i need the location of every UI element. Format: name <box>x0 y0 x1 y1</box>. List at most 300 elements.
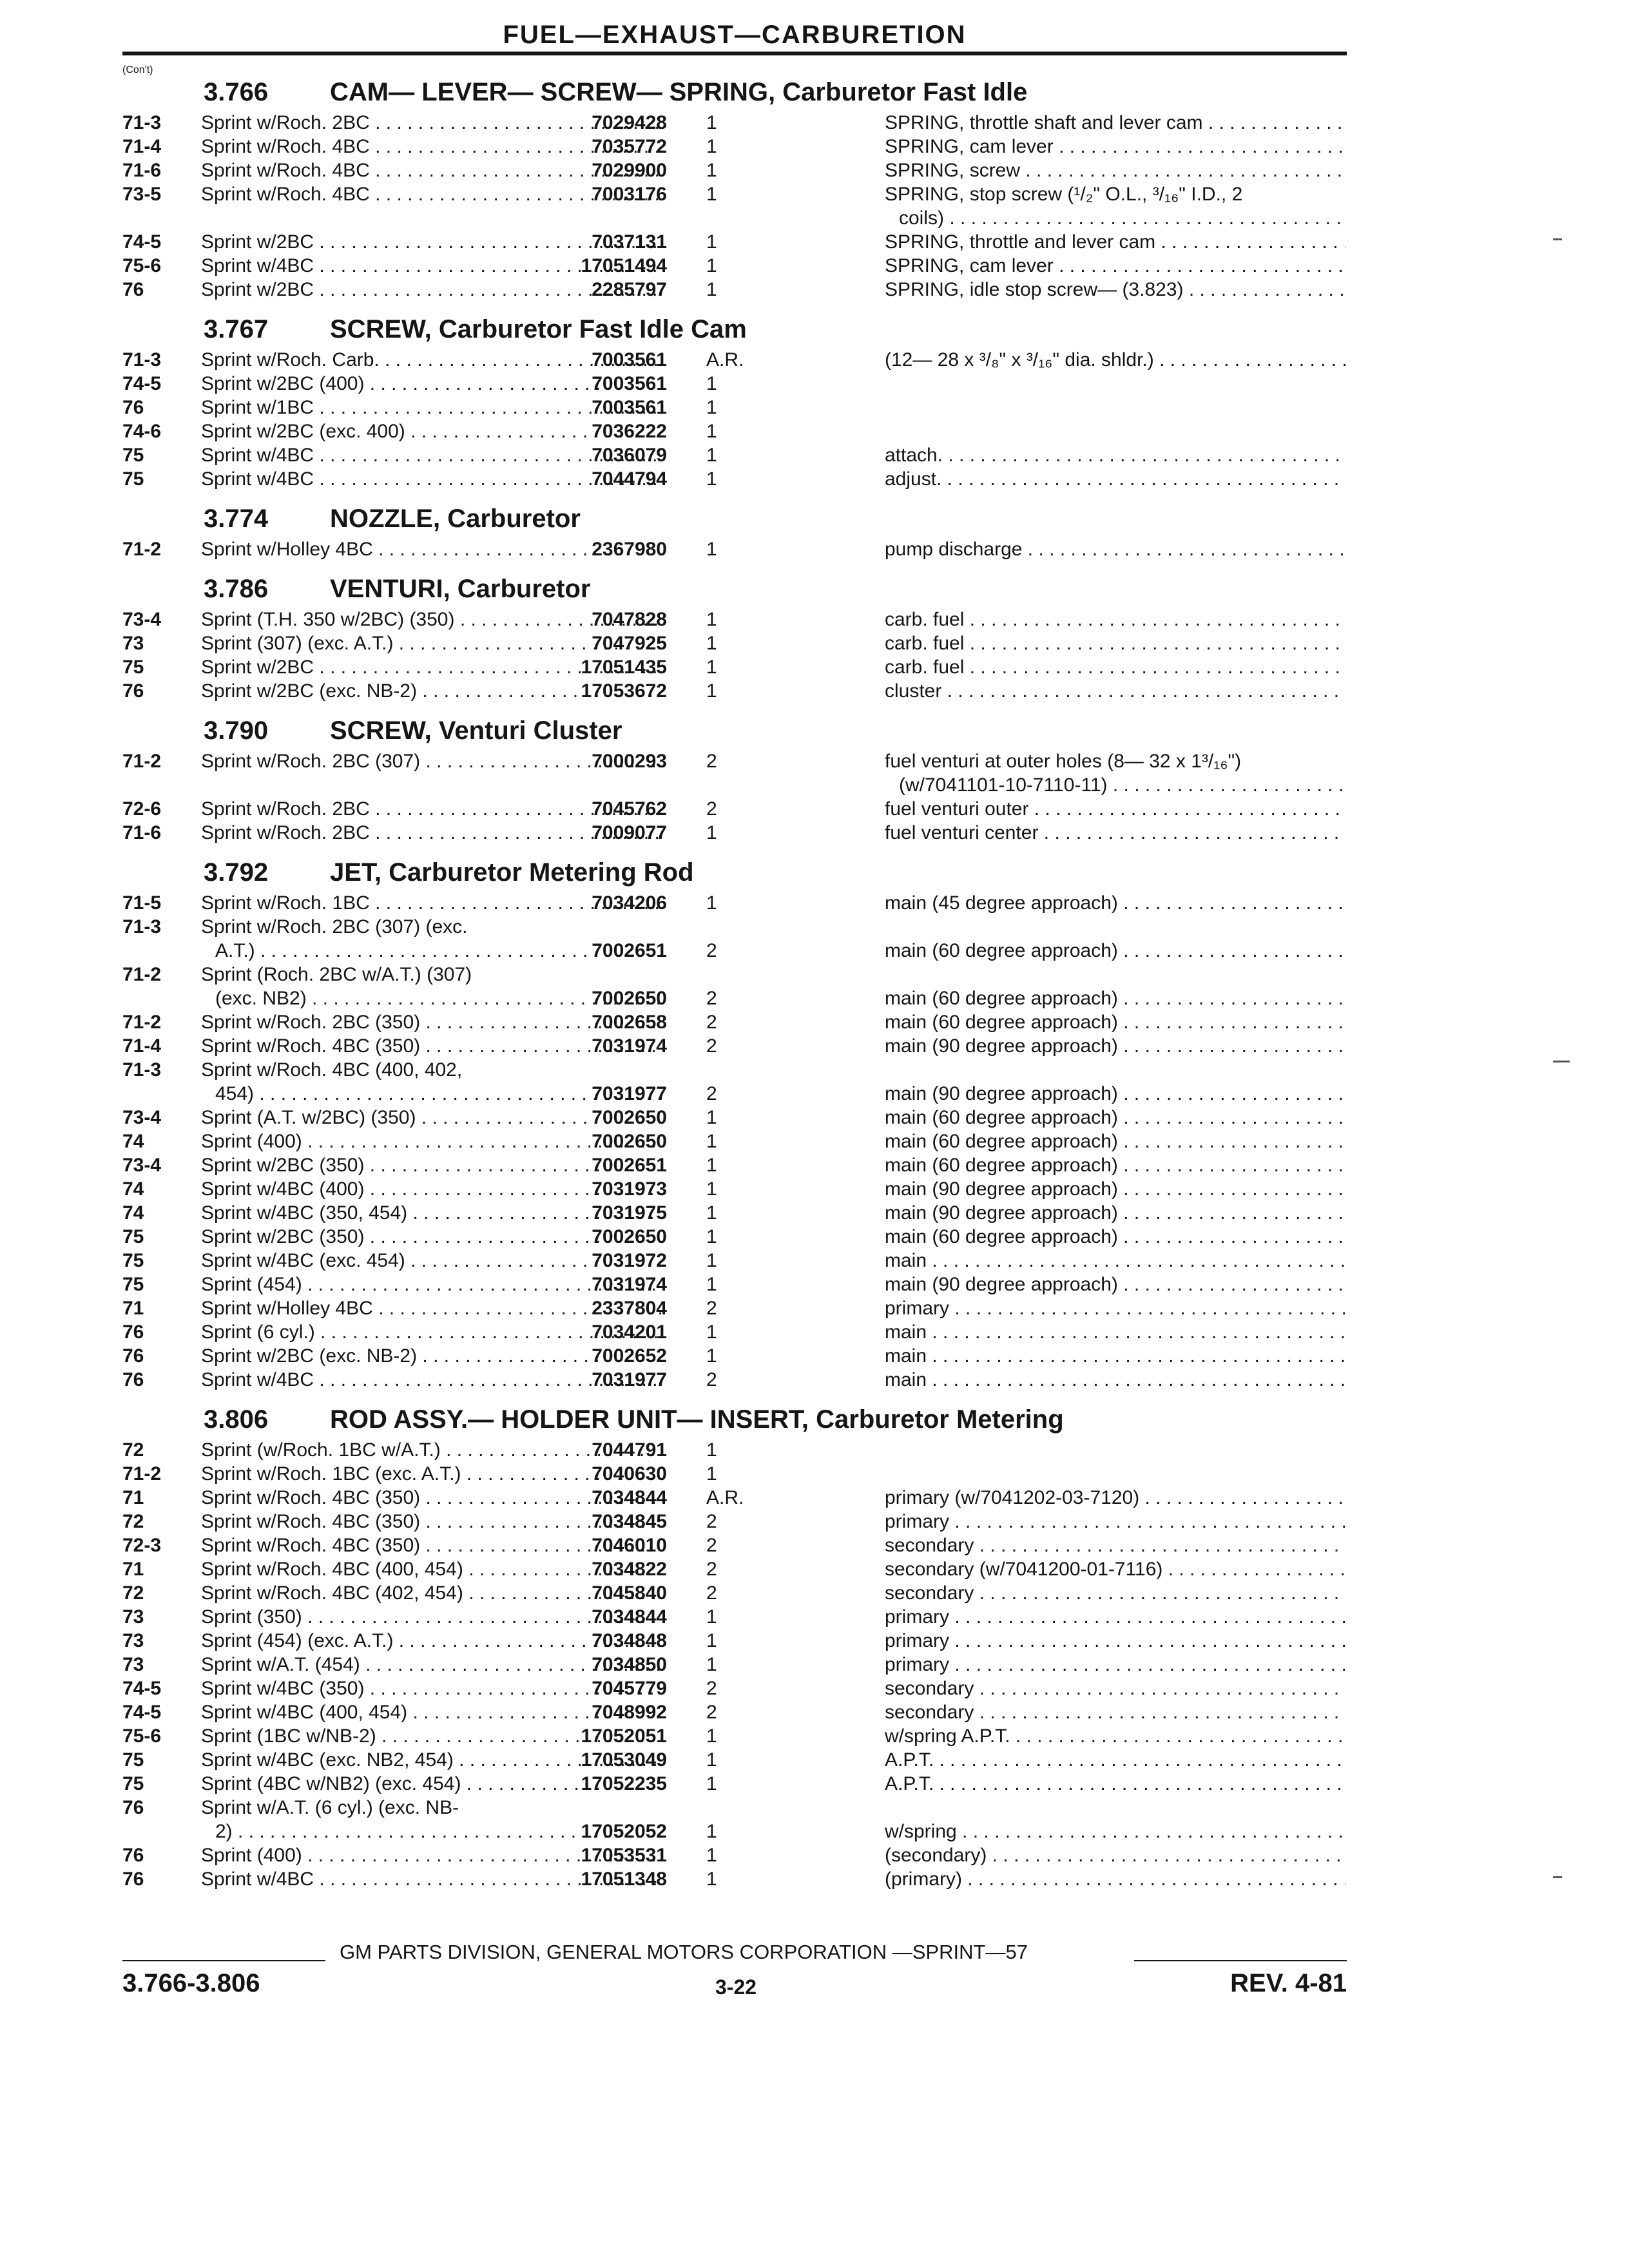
quantity: 1 <box>706 255 717 276</box>
table-row <box>122 419 1347 443</box>
part-note <box>885 111 1345 135</box>
application-line: Sprint w/4BC (exc. NB2, 454) . . . <box>201 1748 662 1772</box>
section-number: 3.774 <box>204 505 269 533</box>
note-line: main . . . <box>885 1344 1345 1368</box>
fig-reference: 76 <box>122 1845 144 1866</box>
application-line: Sprint w/2BC . . . <box>201 655 662 679</box>
part-number: 7029428 <box>592 112 667 133</box>
table-row <box>122 821 1347 845</box>
part-number: 17053049 <box>581 1749 667 1771</box>
header-rule <box>122 52 1347 55</box>
fig-reference: 75 <box>122 468 144 490</box>
note-line: fuel venturi center . . . <box>885 821 1345 845</box>
fig-reference: 73-4 <box>122 1107 162 1128</box>
quantity: 2 <box>706 940 717 961</box>
part-note <box>885 1820 1345 1843</box>
table-row <box>122 135 1347 159</box>
application-line: Sprint w/Roch. 4BC (350) . . . <box>201 1510 662 1533</box>
table-row <box>122 230 1347 254</box>
application-line: Sprint w/Roch. 4BC (350) . . . <box>201 1034 662 1058</box>
section-heading <box>122 302 1347 348</box>
part-number: 7002650 <box>592 1107 667 1128</box>
part-note <box>885 1581 1345 1605</box>
part-number: 7047828 <box>592 609 667 630</box>
fig-reference: 76 <box>122 1345 144 1367</box>
section-number: 3.786 <box>204 575 269 603</box>
section-number: 3.806 <box>204 1405 269 1434</box>
note-line: main (60 degree approach) . . . <box>885 986 1345 1010</box>
fig-reference: 74-6 <box>122 421 162 442</box>
part-note <box>885 348 1345 372</box>
quantity: 2 <box>706 751 717 772</box>
quantity: 1 <box>706 279 717 300</box>
table-row <box>122 443 1347 467</box>
table-row <box>122 182 1347 230</box>
fig-reference: 71-2 <box>122 539 162 560</box>
section-heading <box>122 561 1347 608</box>
table-row <box>122 1273 1347 1296</box>
note-line: main (60 degree approach) . . . <box>885 1010 1345 1034</box>
part-number: 7034844 <box>592 1606 667 1628</box>
fig-reference: 74-5 <box>122 1702 162 1723</box>
part-number: 7002652 <box>592 1345 667 1367</box>
table-row <box>122 655 1347 679</box>
table-row <box>122 1201 1347 1225</box>
fig-reference: 75 <box>122 445 144 466</box>
quantity: 1 <box>706 112 717 133</box>
fig-reference: 74-5 <box>122 231 162 253</box>
note-line: primary . . . <box>885 1510 1345 1533</box>
table-row <box>122 1867 1347 1891</box>
fig-reference: 71-2 <box>122 1463 162 1485</box>
table-row <box>122 1462 1347 1486</box>
table-row <box>122 797 1347 821</box>
quantity: 1 <box>706 136 717 157</box>
part-number: 7034845 <box>592 1511 667 1532</box>
fig-reference: 76 <box>122 680 144 702</box>
section-title: NOZZLE, Carburetor <box>330 505 581 533</box>
table-row <box>122 1629 1347 1653</box>
part-note <box>885 159 1345 182</box>
part-number: 7045762 <box>592 798 667 820</box>
table-row <box>122 111 1347 135</box>
fig-reference: 71 <box>122 1487 144 1508</box>
fig-reference: 75 <box>122 657 144 678</box>
quantity: 1 <box>706 1773 717 1794</box>
note-line: A.P.T. . . . <box>885 1748 1345 1772</box>
note-line: primary . . . <box>885 1653 1345 1677</box>
table-row <box>122 1700 1347 1724</box>
part-note <box>885 986 1345 1010</box>
note-line: A.P.T. . . . <box>885 1772 1345 1796</box>
application-line: Sprint (A.T. w/2BC) (350) . . . <box>201 1106 662 1129</box>
application-line: Sprint w/2BC (350) . . . <box>201 1225 662 1249</box>
section-title: CAM— LEVER— SCREW— SPRING, Carburetor Fast Idle <box>330 78 1028 106</box>
part-number: 17052235 <box>581 1773 667 1794</box>
table-row <box>122 891 1347 915</box>
table-row <box>122 1748 1347 1772</box>
section-heading <box>122 703 1347 749</box>
part-note <box>885 1510 1345 1533</box>
fig-reference: 71-4 <box>122 136 162 157</box>
part-number: 7031974 <box>592 1035 667 1057</box>
fig-reference: 71-6 <box>122 822 162 843</box>
part-number: 7000293 <box>592 751 667 772</box>
table-row <box>122 1581 1347 1605</box>
note-line: attach. . . . <box>885 443 1345 467</box>
fig-reference: 71-6 <box>122 160 162 181</box>
quantity: A.R. <box>706 349 744 370</box>
note-line: SPRING, stop screw (¹/₂" O.L., ³/₁₆" I.D., 2 <box>885 184 1243 205</box>
table-row <box>122 1034 1347 1058</box>
application-line: Sprint w/2BC (exc. 400) . . . <box>201 419 662 443</box>
application-line: Sprint (4BC w/NB2) (exc. 454) . . . <box>201 1772 662 1796</box>
part-note <box>885 1867 1345 1891</box>
section-title: ROD ASSY.— HOLDER UNIT— INSERT, Carburetor Metering <box>330 1405 1064 1434</box>
table-row <box>122 159 1347 182</box>
application-line: Sprint (350) . . . <box>201 1605 662 1629</box>
table-row <box>122 537 1347 561</box>
table-row <box>122 1510 1347 1533</box>
part-number: 7003561 <box>592 349 667 370</box>
part-number: 7046010 <box>592 1535 667 1556</box>
fig-reference: 73 <box>122 633 144 654</box>
application-line: Sprint w/Roch. 2BC (350) . . . <box>201 1010 662 1034</box>
application-line: Sprint w/Roch. 2BC . . . <box>201 111 662 135</box>
quantity: 1 <box>706 1654 717 1675</box>
fig-reference: 76 <box>122 1797 144 1818</box>
section-title: JET, Carburetor Metering Rod <box>330 858 694 887</box>
note-line: SPRING, throttle and lever cam . . . <box>885 230 1345 254</box>
fig-reference: 72 <box>122 1439 144 1461</box>
margin-mark <box>1553 1061 1570 1062</box>
table-row <box>122 1106 1347 1129</box>
part-number: 7031972 <box>592 1250 667 1271</box>
note-line: carb. fuel . . . <box>885 631 1345 655</box>
table-row <box>122 1249 1347 1273</box>
quantity: 1 <box>706 1845 717 1866</box>
application-line: Sprint w/Roch. 1BC (exc. A.T.) . . . <box>201 1462 662 1486</box>
part-number: 17051435 <box>581 657 667 678</box>
table-row <box>122 1177 1347 1201</box>
application-line: Sprint w/4BC (350, 454) . . . <box>201 1201 662 1225</box>
quantity: 1 <box>706 892 717 914</box>
quantity: 2 <box>706 1535 717 1556</box>
application-line: Sprint w/4BC (350) . . . <box>201 1677 662 1700</box>
fig-reference: 72 <box>122 1511 144 1532</box>
table-row <box>122 631 1347 655</box>
table-row <box>122 1438 1347 1462</box>
application-line: Sprint w/4BC . . . <box>201 254 662 278</box>
section-heading <box>122 491 1347 537</box>
application-line: Sprint w/Roch. 4BC (402, 454) . . . <box>201 1581 662 1605</box>
application-line: Sprint (6 cyl.) . . . <box>201 1320 662 1344</box>
part-number: 7034206 <box>592 892 667 914</box>
note-line: adjust. . . . <box>885 467 1345 491</box>
part-number: 17051494 <box>581 255 667 276</box>
fig-reference: 73 <box>122 1606 144 1628</box>
quantity: 1 <box>706 1345 717 1367</box>
footer-rule-left <box>122 1960 325 1961</box>
quantity: 2 <box>706 1511 717 1532</box>
fig-reference: 71-2 <box>122 964 162 985</box>
part-note <box>885 1533 1345 1557</box>
part-number: 7003176 <box>592 184 667 205</box>
part-note <box>885 1843 1345 1867</box>
part-number: 7034201 <box>592 1321 667 1343</box>
part-note <box>885 1177 1345 1201</box>
fig-reference: 71 <box>122 1559 144 1580</box>
application-line: Sprint w/Roch. 4BC . . . <box>201 135 662 159</box>
fig-reference: 76 <box>122 1869 144 1890</box>
application-line: Sprint w/4BC . . . <box>201 467 662 491</box>
part-number: 7034844 <box>592 1487 667 1508</box>
part-note <box>885 1724 1345 1748</box>
table-row <box>122 1296 1347 1320</box>
part-note <box>885 821 1345 845</box>
quantity: 2 <box>706 1035 717 1057</box>
table-row <box>122 679 1347 703</box>
note-line: main (60 degree approach) . . . <box>885 1129 1345 1153</box>
quantity: 1 <box>706 445 717 466</box>
fig-reference: 72-6 <box>122 798 162 820</box>
fig-reference: 73-4 <box>122 1155 162 1176</box>
application-line: Sprint (400) . . . <box>201 1843 662 1867</box>
part-number: 7031975 <box>592 1202 667 1224</box>
part-number: 7002650 <box>592 1226 667 1247</box>
part-note <box>885 1106 1345 1129</box>
page-footer <box>122 1939 1347 2001</box>
application-line: Sprint w/4BC . . . <box>201 1867 662 1891</box>
fig-reference: 72-3 <box>122 1535 162 1556</box>
quantity: 2 <box>706 1369 717 1390</box>
section-number: 3.792 <box>204 858 269 887</box>
application-line: Sprint (307) (exc. A.T.) . . . <box>201 631 662 655</box>
quantity: 2 <box>706 1678 717 1699</box>
fig-reference: 75-6 <box>122 255 162 276</box>
application-line: Sprint (T.H. 350 w/2BC) (350) . . . <box>201 608 662 631</box>
part-number: 7031973 <box>592 1178 667 1200</box>
part-number: 7034850 <box>592 1654 667 1675</box>
note-line: (secondary) . . . <box>885 1843 1345 1867</box>
table-row <box>122 1843 1347 1867</box>
section-number: 3.767 <box>204 315 269 343</box>
application-line: Sprint w/4BC . . . <box>201 443 662 467</box>
application-line: Sprint w/Roch. 4BC (400, 402, <box>201 1059 463 1081</box>
fig-reference: 75-6 <box>122 1725 162 1747</box>
quantity: 2 <box>706 988 717 1009</box>
note-line: SPRING, screw . . . <box>885 159 1345 182</box>
table-row <box>122 608 1347 631</box>
note-line: (primary) . . . <box>885 1867 1345 1891</box>
note-line: secondary . . . <box>885 1677 1345 1700</box>
part-note <box>885 1153 1345 1177</box>
part-note <box>885 655 1345 679</box>
part-note <box>885 608 1345 631</box>
part-number: 17053672 <box>581 680 667 702</box>
application-line: Sprint w/1BC . . . <box>201 396 662 419</box>
application-line: Sprint w/Roch. 1BC . . . <box>201 891 662 915</box>
fig-reference: 71-2 <box>122 1012 162 1033</box>
quantity: 1 <box>706 231 717 253</box>
part-number: 17052051 <box>581 1725 667 1747</box>
quantity: 1 <box>706 1463 717 1485</box>
table-row <box>122 1486 1347 1510</box>
table-row <box>122 1653 1347 1677</box>
quantity: 2 <box>706 1083 717 1104</box>
quantity: 1 <box>706 421 717 442</box>
note-line: main (90 degree approach) . . . <box>885 1177 1345 1201</box>
quantity: 2 <box>706 1702 717 1723</box>
note-line: cluster . . . <box>885 679 1345 703</box>
part-number: 7036222 <box>592 421 667 442</box>
page-title: FUEL—EXHAUST—CARBURETION <box>503 21 967 49</box>
part-number: 7003561 <box>592 397 667 418</box>
table-row <box>122 1772 1347 1796</box>
note-line: main (60 degree approach) . . . <box>885 939 1345 963</box>
table-row <box>122 963 1347 1010</box>
part-number: 7035772 <box>592 136 667 157</box>
quantity: 1 <box>706 1606 717 1628</box>
note-line: SPRING, idle stop screw— (3.823) . . . <box>885 278 1345 302</box>
footer-page-number: 3-22 <box>715 1975 757 1999</box>
application-line: Sprint w/Roch. 4BC . . . <box>201 159 662 182</box>
fig-reference: 74-5 <box>122 1678 162 1699</box>
part-number: 7002651 <box>592 940 667 961</box>
part-number: 2337804 <box>592 1298 667 1319</box>
table-row <box>122 1344 1347 1368</box>
note-line: main (90 degree approach) . . . <box>885 1034 1345 1058</box>
part-number: 7034848 <box>592 1630 667 1651</box>
quantity: 1 <box>706 1226 717 1247</box>
part-number: 7003561 <box>592 373 667 394</box>
part-number: 2285797 <box>592 279 667 300</box>
fig-reference: 73 <box>122 1654 144 1675</box>
part-note <box>885 1273 1345 1296</box>
application-line: Sprint w/A.T. (454) . . . <box>201 1653 662 1677</box>
part-note <box>885 1082 1345 1106</box>
note-line: coils) . . . <box>885 206 1345 230</box>
part-note <box>885 1249 1345 1273</box>
part-number: 7031977 <box>592 1083 667 1104</box>
quantity: 1 <box>706 468 717 490</box>
margin-mark <box>1553 1876 1562 1878</box>
table-row <box>122 749 1347 797</box>
part-number: 7031974 <box>592 1274 667 1295</box>
fig-reference: 74-5 <box>122 373 162 394</box>
quantity: 1 <box>706 1725 717 1747</box>
part-number: 7048992 <box>592 1702 667 1723</box>
application-line: Sprint w/2BC (350) . . . <box>201 1153 662 1177</box>
note-line: SPRING, cam lever . . . <box>885 254 1345 278</box>
application-line: Sprint w/4BC . . . <box>201 1368 662 1392</box>
fig-reference: 76 <box>122 397 144 418</box>
application-line: Sprint w/Roch. 4BC (350) . . . <box>201 1486 662 1510</box>
part-note <box>885 1486 1345 1510</box>
fig-reference: 75 <box>122 1226 144 1247</box>
section-heading <box>122 845 1347 891</box>
fig-reference: 76 <box>122 1369 144 1390</box>
quantity: 1 <box>706 160 717 181</box>
application-line: Sprint w/2BC . . . <box>201 230 662 254</box>
part-note <box>885 230 1345 254</box>
application-line: Sprint w/Roch. 2BC . . . <box>201 821 662 845</box>
part-number: 7002651 <box>592 1155 667 1176</box>
part-note <box>885 1344 1345 1368</box>
part-number: 7009077 <box>592 822 667 843</box>
page-header <box>122 18 1347 55</box>
note-line: main (45 degree approach) . . . <box>885 891 1345 915</box>
footer-bottom <box>122 1965 1347 2001</box>
quantity: 1 <box>706 822 717 843</box>
part-note <box>885 797 1345 821</box>
quantity: 1 <box>706 1131 717 1152</box>
section-heading <box>122 1392 1347 1438</box>
fig-reference: 71-2 <box>122 751 162 772</box>
application-line: A.T.) . . . <box>201 939 662 963</box>
part-number: 17051348 <box>581 1869 667 1890</box>
part-note <box>885 1034 1345 1058</box>
application-line: 454) . . . <box>201 1082 662 1106</box>
table-row <box>122 1368 1347 1392</box>
note-line: pump discharge . . . <box>885 537 1345 561</box>
fig-reference: 72 <box>122 1582 144 1604</box>
part-note <box>885 1129 1345 1153</box>
quantity: A.R. <box>706 1487 744 1508</box>
part-number: 7002650 <box>592 1131 667 1152</box>
table-row <box>122 396 1347 419</box>
quantity: 1 <box>706 1178 717 1200</box>
note-line: fuel venturi outer . . . <box>885 797 1345 821</box>
application-line: Sprint w/Roch. 4BC (350) . . . <box>201 1533 662 1557</box>
table-row <box>122 372 1347 396</box>
part-note <box>885 278 1345 302</box>
application-line: Sprint w/A.T. (6 cyl.) (exc. NB- <box>201 1797 459 1818</box>
application-line: Sprint (454) . . . <box>201 1273 662 1296</box>
table-row <box>122 1010 1347 1034</box>
note-line: secondary . . . <box>885 1700 1345 1724</box>
quantity: 2 <box>706 798 717 820</box>
application-line: Sprint w/4BC (400, 454) . . . <box>201 1700 662 1724</box>
section-title: VENTURI, Carburetor <box>330 575 591 603</box>
part-number: 7044791 <box>592 1439 667 1461</box>
quantity: 2 <box>706 1582 717 1604</box>
application-line: Sprint w/2BC . . . <box>201 278 662 302</box>
application-line: Sprint w/2BC (exc. NB-2) . . . <box>201 1344 662 1368</box>
application-line: Sprint w/Roch. 4BC . . . <box>201 182 662 206</box>
quantity: 1 <box>706 657 717 678</box>
note-line: main (90 degree approach) . . . <box>885 1082 1345 1106</box>
part-note <box>885 182 1345 230</box>
quantity: 1 <box>706 1630 717 1651</box>
application-line: Sprint (454) (exc. A.T.) . . . <box>201 1629 662 1653</box>
note-line: carb. fuel . . . <box>885 608 1345 631</box>
fig-reference: 73 <box>122 1630 144 1651</box>
part-note <box>885 1320 1345 1344</box>
part-note <box>885 443 1345 467</box>
fig-reference: 73-4 <box>122 609 162 630</box>
part-note <box>885 1605 1345 1629</box>
quantity: 1 <box>706 373 717 394</box>
part-number: 7047925 <box>592 633 667 654</box>
part-number: 7044794 <box>592 468 667 490</box>
section-heading <box>122 64 1347 111</box>
application-line: Sprint w/Roch. 2BC (307) (exc. <box>201 916 468 937</box>
part-note <box>885 1296 1345 1320</box>
fig-reference: 71-4 <box>122 1035 162 1057</box>
part-number: 17053531 <box>581 1845 667 1866</box>
footer-revision: REV. 4-81 <box>1230 1969 1347 1997</box>
